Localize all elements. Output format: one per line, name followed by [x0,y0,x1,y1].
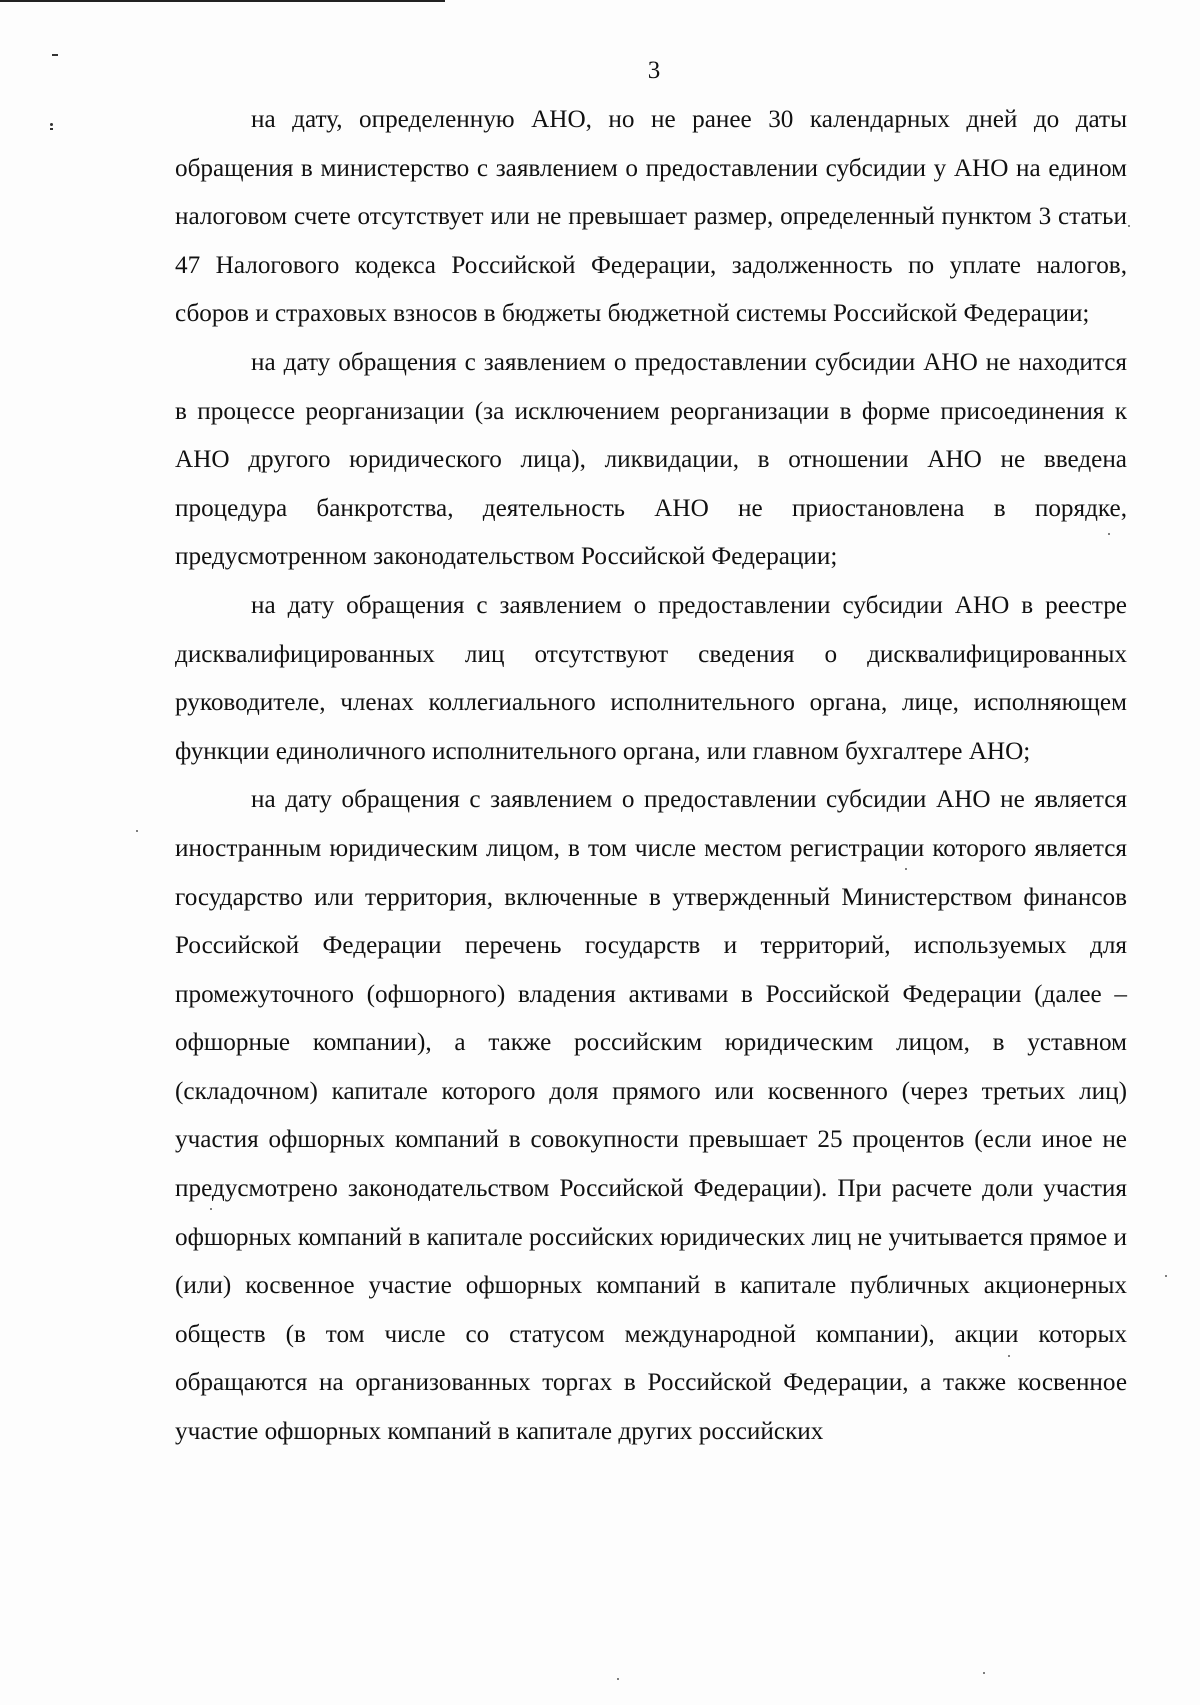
margin-dot-mark [50,123,53,126]
top-border-line [0,0,445,2]
paragraph-tax-debt: на дату, определенную АНО, но не ранее 30 календарных дней до даты обращения в министерство с заявлением о предоставлении субсидии у АНО на едином налоговом счете отсутствует или не превышает размер, определенный пунктом 3 статьи 47 Налогового кодекса Российской Федерации, задолженность по уплате налогов, сборов и страховых взносов в бюджеты бюджетной системы Российской Федерации; [175,106,1127,328]
scan-speck [983,1672,985,1674]
scan-speck [1108,533,1110,535]
scan-speck [905,868,907,870]
page-number: 3 [647,57,661,84]
scan-speck [1165,1275,1167,1277]
paragraph-disqualified-persons: на дату обращения с заявлением о предоставлении субсидии АНО в реестре дисквалифицированных лиц отсутствуют сведения о дисквалифицированных руководителе, членах коллегиального исполнительного органа, лице, исполняющем функции единоличного исполнительного органа, или главном бухгалтере АНО; [175,591,1127,765]
scan-speck [136,830,138,832]
paragraph-reorganization: на дату обращения с заявлением о предоставлении субсидии АНО не находится в процессе реорганизации (за исключением реорганизации в форме присоединения к АНО другого юридического лица), ликвидации, в отношении АНО не введена процедура банкротства, деятельность АНО не приостановлена в порядке, предусмотренном законодательством Российской Федерации; [175,348,1127,571]
paragraph-offshore-companies: на дату обращения с заявлением о предоставлении субсидии АНО не является иностранным юридическим лицом, в том числе местом регистрации которого является государство или территория, включенные в утвержденный Министерством финансов Российской Федерации перечень государств и территорий, используемых для промежуточного (офшорного) владения активами в Российской Федерации (далее – офшорные компании), а также российским юридическим лицом, в уставном (складочном) капитале которого доля прямого или косвенного (через третьих лиц) участия офшорных компаний в совокупности превышает 25 процентов (если иное не предусмотрено законодательством Российской Федерации). При расчете доли участия офшорных компаний в капитале российских юридических лиц не учитывается прямое и (или) косвенное участие офшорных компаний в капитале публичных акционерных обществ (в том числе со статусом международной компании), акции которых обращаются на организованных торгах в Российской Федерации, а также косвенное участие офшорных компаний в капитале других российских [175,786,1127,1446]
scan-speck [1008,1355,1010,1357]
margin-dot-mark [50,128,53,130]
scan-speck [617,1678,619,1680]
scan-speck [210,1208,212,1210]
document-body [175,96,1127,1457]
scan-speck [1128,225,1130,227]
